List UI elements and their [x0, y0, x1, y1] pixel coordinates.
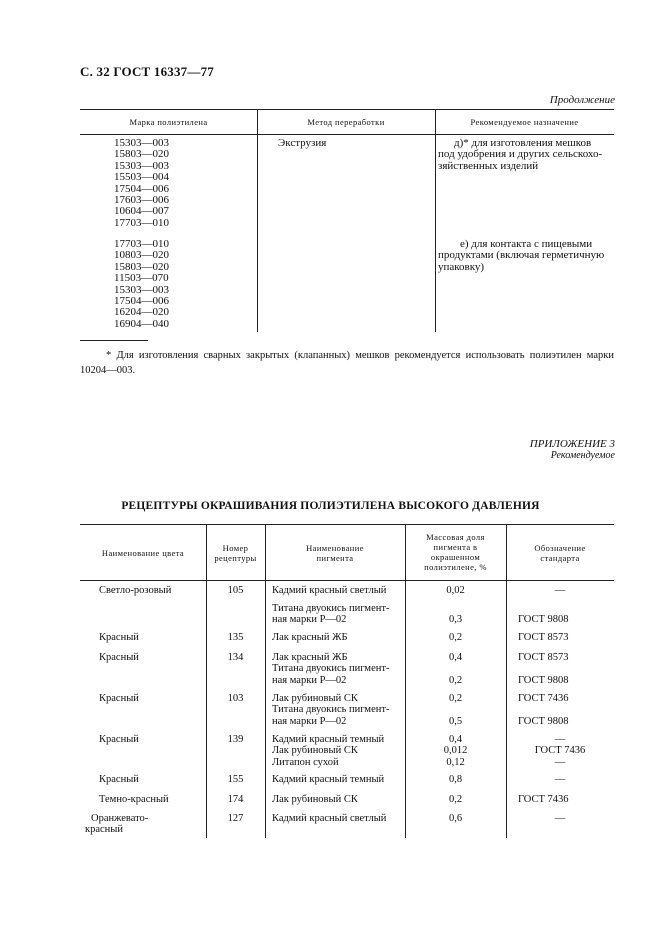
table2-standard-cell: ГОСТ 9808 — [518, 614, 569, 625]
table2-share-cell: 0,6 — [448, 813, 463, 824]
purpose-line: под удобрения и других сельскохо- — [438, 148, 603, 161]
header-line: Обозначение — [534, 543, 586, 553]
table2-standard-cell — [506, 734, 614, 768]
table2-color-cell: Красный — [99, 693, 139, 704]
table2-number-cell: 135 — [227, 632, 244, 643]
table2-number-cell: 127 — [227, 813, 244, 824]
share-line: 0,12 — [446, 756, 465, 768]
table2-pigment-cell: Кадмий красный светлый — [272, 585, 387, 596]
header-line: Номер — [222, 543, 249, 553]
standard-line: ГОСТ 7436 — [534, 745, 586, 757]
table1-purpose-group-1 — [438, 138, 612, 172]
table2-share-cell: 0,8 — [448, 774, 463, 785]
table1-grades-group-1 — [114, 138, 169, 229]
table2-number-cell: 134 — [227, 652, 244, 663]
table2-share-cell — [405, 693, 506, 727]
pigment-line: Литапон сухой — [272, 756, 339, 768]
table1-grades-group-2 — [114, 239, 169, 330]
purpose-line: продуктами (включая герметичную — [438, 249, 605, 262]
recipes-title: РЕЦЕПТУРЫ ОКРАШИВАНИЯ ПОЛИЭТИЛЕНА ВЫСОКОГО ДАВЛЕНИЯ — [121, 500, 540, 512]
table2-standard-cell — [518, 693, 569, 727]
table2-number-cell: 139 — [227, 734, 244, 745]
color-line: Оранжевато- — [91, 813, 149, 824]
header-line: пигмента — [316, 553, 354, 563]
table2-col-divider-4 — [506, 524, 507, 838]
table2-color-cell: Красный — [99, 652, 139, 663]
table1-header-border — [80, 134, 614, 135]
table2-header-number — [206, 543, 265, 563]
table2-pigment-cell — [272, 734, 384, 768]
pigment-line: Лак рубиновый СК — [272, 693, 358, 704]
grade-item: 17703—010 — [114, 238, 169, 250]
table1-col-divider-1 — [257, 109, 258, 332]
table2-col-divider-1 — [206, 524, 207, 838]
grade-item: 15303—003 — [114, 159, 169, 172]
table2-share-cell: 0,02 — [446, 585, 465, 596]
table2-standard-cell: ГОСТ 8573 — [518, 632, 569, 643]
table2-standard-cell: — — [554, 585, 566, 596]
table1-top-border — [80, 109, 614, 110]
appendix-block — [530, 438, 615, 461]
grade-item: 17603—006 — [114, 193, 169, 206]
table2-share-cell: 0,2 — [448, 794, 463, 805]
share-line: 0,4 — [448, 652, 463, 663]
header-line: рецептуры — [214, 553, 257, 563]
table2-header-pigment — [265, 543, 405, 563]
standard-line: ГОСТ 9808 — [518, 715, 569, 727]
standard-line: ГОСТ 7436 — [518, 693, 569, 704]
table2-share-cell: 0,3 — [448, 614, 463, 625]
purpose-line: зяйственных изделий — [438, 159, 539, 172]
pigment-line: ная марки Р—02 — [272, 674, 347, 686]
pigment-line: Титана двуокись пигмент- — [272, 704, 390, 716]
table2-color-cell: Темно-красный — [99, 794, 169, 805]
standard-line — [518, 704, 569, 715]
pigment-line: Лак красный ЖБ — [272, 652, 348, 663]
table2-color-cell — [85, 813, 148, 836]
table2-pigment-cell — [272, 603, 389, 626]
header-line: Массовая доля — [426, 532, 485, 542]
purpose-line: д)* для изготовления мешков — [454, 137, 592, 149]
table2-number-cell: 174 — [227, 794, 244, 805]
table2-pigment-cell: Лак красный ЖБ — [272, 632, 348, 643]
table2-standard-cell: ГОСТ 7436 — [518, 794, 569, 805]
table2-header-standard — [506, 543, 614, 563]
table2-share-cell: 0,2 — [448, 632, 463, 643]
share-line — [405, 704, 506, 715]
page-header: С. 32 ГОСТ 16337—77 — [80, 64, 214, 79]
share-line: 0,5 — [448, 715, 463, 727]
pigment-line: Титана двуокись пигмент- — [272, 663, 390, 675]
table2-standard-cell — [518, 652, 569, 686]
standard-line: ГОСТ 8573 — [518, 652, 569, 663]
standard-line — [518, 663, 569, 674]
table2-header-share — [405, 532, 506, 572]
header-line: полиэтилене, % — [424, 562, 487, 572]
purpose-line: упаковку) — [438, 260, 485, 273]
table1-method-group-1: Экструзия — [278, 137, 327, 149]
table2-header-color: Наименование цвета — [101, 548, 185, 558]
footnote-separator — [80, 340, 148, 341]
table2-header-border — [80, 580, 614, 581]
pigment-line: Лак рубиновый СК — [272, 745, 358, 757]
standard-line: — — [554, 756, 566, 768]
grade-item: 10803—020 — [114, 249, 169, 262]
table1-purpose-group-2 — [438, 239, 612, 273]
color-line: красный — [85, 824, 123, 836]
header-line: стандарта — [540, 553, 580, 563]
table2-col-divider-2 — [265, 524, 266, 838]
footnote: * Для изготовления сварных закрытых (клапанных) мешков рекомендуется использовать полиэтилен марки 10204—003. — [80, 350, 614, 376]
grade-item: 16904—040 — [114, 317, 169, 330]
grade-item: 15503—004 — [114, 171, 169, 184]
table2-standard-cell: — — [554, 813, 566, 824]
standard-line: — — [554, 734, 566, 745]
pigment-line: ная марки Р—02 — [272, 614, 347, 626]
grade-item: 17504—006 — [114, 294, 169, 307]
purpose-line: е) для контакта с пищевыми — [460, 238, 593, 250]
share-line: 0,2 — [448, 674, 463, 686]
table2-color-cell: Красный — [99, 774, 139, 785]
appendix-label: ПРИЛОЖЕНИЕ 3 — [529, 438, 615, 450]
table2-pigment-cell — [272, 693, 389, 727]
appendix-status: Рекомендуемое — [550, 450, 615, 461]
grade-item: 15803—020 — [114, 260, 169, 273]
table2-color-cell: Красный — [99, 632, 139, 643]
table2-color-cell: Красный — [99, 734, 139, 745]
pigment-line: ная марки Р—02 — [272, 715, 347, 727]
grade-item: 17504—006 — [114, 182, 169, 195]
continuation-label: Продолжение — [549, 94, 615, 106]
header-line: окрашенном — [430, 552, 481, 562]
grade-item: 10604—007 — [114, 205, 169, 218]
header-line: пигмента в — [433, 542, 478, 552]
grade-item: 17703—010 — [114, 216, 169, 229]
table2-standard-cell: — — [554, 774, 566, 785]
table2-pigment-cell: Кадмий красный светлый — [272, 813, 387, 824]
pigment-line: Титана двуокись пигмент- — [272, 603, 390, 614]
grade-item: 15303—003 — [114, 283, 169, 296]
share-line: 0,2 — [448, 693, 463, 704]
table2-share-cell — [405, 734, 506, 768]
header-line: Наименование — [306, 543, 364, 553]
table2-pigment-cell: Лак рубиновый СК — [272, 794, 358, 805]
table1-col-divider-2 — [435, 109, 436, 332]
table2-color-cell: Светло-розовый — [99, 585, 172, 596]
table2-top-border — [80, 524, 614, 525]
table2-share-cell — [405, 652, 506, 686]
grade-item: 11503—070 — [114, 272, 169, 285]
grade-item: 15303—003 — [114, 137, 169, 149]
grade-item: 16204—020 — [114, 306, 169, 319]
table2-number-cell: 105 — [227, 585, 244, 596]
table2-pigment-cell: Кадмий красный темный — [272, 774, 385, 785]
table2-number-cell: 155 — [227, 774, 244, 785]
grade-item: 15803—020 — [114, 148, 169, 161]
table2-pigment-cell — [272, 652, 389, 686]
table2-number-cell: 103 — [227, 693, 244, 704]
pigment-line: Кадмий красный темный — [272, 734, 385, 745]
table1-header-purpose: Рекомендуемое назначение — [470, 117, 579, 127]
table1-header-grade: Марка полиэтилена — [129, 117, 208, 127]
standard-line: ГОСТ 9808 — [518, 674, 569, 686]
share-line — [405, 663, 506, 674]
share-line: 0,012 — [443, 745, 468, 757]
share-line: 0,4 — [448, 734, 463, 745]
table1-header-method: Метод переработки — [307, 117, 385, 127]
